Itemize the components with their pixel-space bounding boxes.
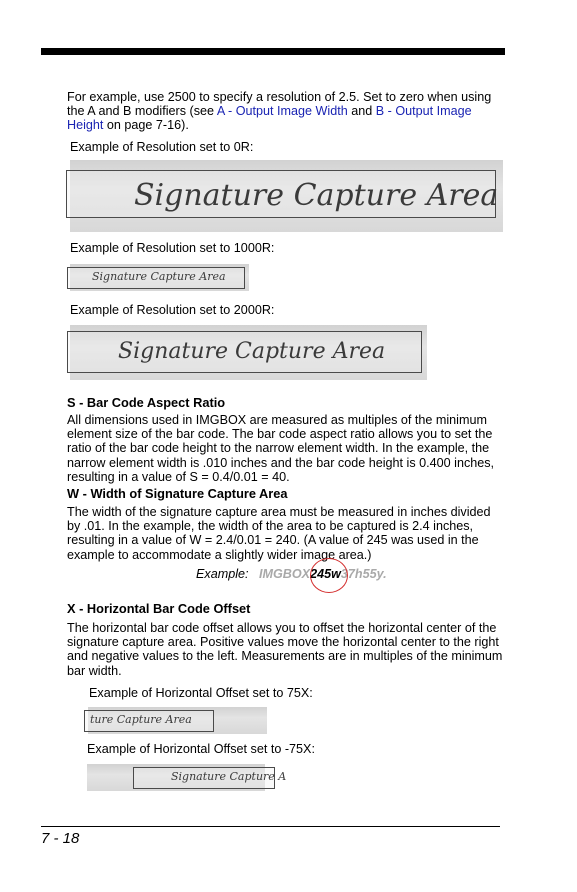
- caption-resolution-1000r: Example of Resolution set to 1000R:: [70, 241, 275, 255]
- intro-text-1: For example, use 2500 to specify a resolution of 2.5. Set to zero when using the A and B modifiers (see: [67, 90, 492, 119]
- paragraph-s-aspect-ratio: All dimensions used in IMGBOX are measured as multiples of the minimum element size of the bar code. The bar code aspect ratio allows you to set the ratio of the bar code height to the narrow element width. In the example, the narrow element width is .010 inches and the bar code height is 0.400 inches, resulting in a value of S = 0.4/0.01 = 40.: [67, 413, 495, 484]
- caption-resolution-2000r: Example of Resolution set to 2000R:: [70, 303, 275, 317]
- command-suffix: 37h55y.: [340, 567, 387, 581]
- link-output-image-height[interactable]: B - Output Image Height: [67, 104, 472, 133]
- page-number: 7 - 18: [41, 830, 80, 847]
- intro-text-2: and: [347, 104, 376, 119]
- signature-image-offset-neg75x: [87, 764, 287, 791]
- signature-image-res-2000r: [70, 325, 427, 380]
- intro-text-3: on page 7-16).: [103, 118, 189, 133]
- signature-image-offset-75x: [88, 707, 267, 734]
- caption-offset-75x: Example of Horizontal Offset set to 75X:: [89, 686, 313, 700]
- intro-paragraph: [67, 90, 507, 133]
- signature-script: Signature Capture Area: [92, 270, 226, 283]
- command-highlight: 245w: [310, 567, 341, 581]
- heading-s-aspect-ratio: S - Bar Code Aspect Ratio: [67, 395, 226, 410]
- signature-script: Signature Capture Area: [118, 339, 386, 364]
- header-rule: [41, 48, 505, 55]
- heading-w-width: W - Width of Signature Capture Area: [67, 486, 288, 501]
- paragraph-x-offset: The horizontal bar code offset allows you to offset the horizontal center of the signature capture area. Positive values move the horizontal center to the right and negative values to the left. Measurements are in multiples of the minimum bar width.: [67, 621, 503, 678]
- highlight-circle: [310, 558, 348, 593]
- caption-resolution-0r: Example of Resolution set to 0R:: [70, 140, 254, 154]
- example-command-line: [196, 567, 387, 582]
- signature-image-res-1000r: [70, 264, 249, 291]
- signature-image-res-0r: [70, 160, 503, 232]
- heading-x-offset: X - Horizontal Bar Code Offset: [67, 601, 251, 616]
- paragraph-w-width: The width of the signature capture area must be measured in inches divided by .01. In the example, the width of the area to be captured is 2.4 inches, resulting in a value of W = 2.4/0.01 = 240. (A value of 245 was used in the example to accommodate a slightly wider image area.): [67, 505, 491, 562]
- example-label: Example:: [196, 567, 249, 581]
- signature-script: Signature Capture A: [171, 770, 287, 783]
- signature-script: Signature Capture Area: [134, 178, 499, 213]
- footer-rule: [41, 826, 500, 827]
- signature-script: ture Capture Area: [90, 713, 192, 726]
- caption-offset-neg75x: Example of Horizontal Offset set to -75X:: [87, 742, 315, 756]
- command-prefix: IMGBOX: [259, 567, 311, 581]
- link-output-image-width[interactable]: A - Output Image Width: [216, 104, 348, 119]
